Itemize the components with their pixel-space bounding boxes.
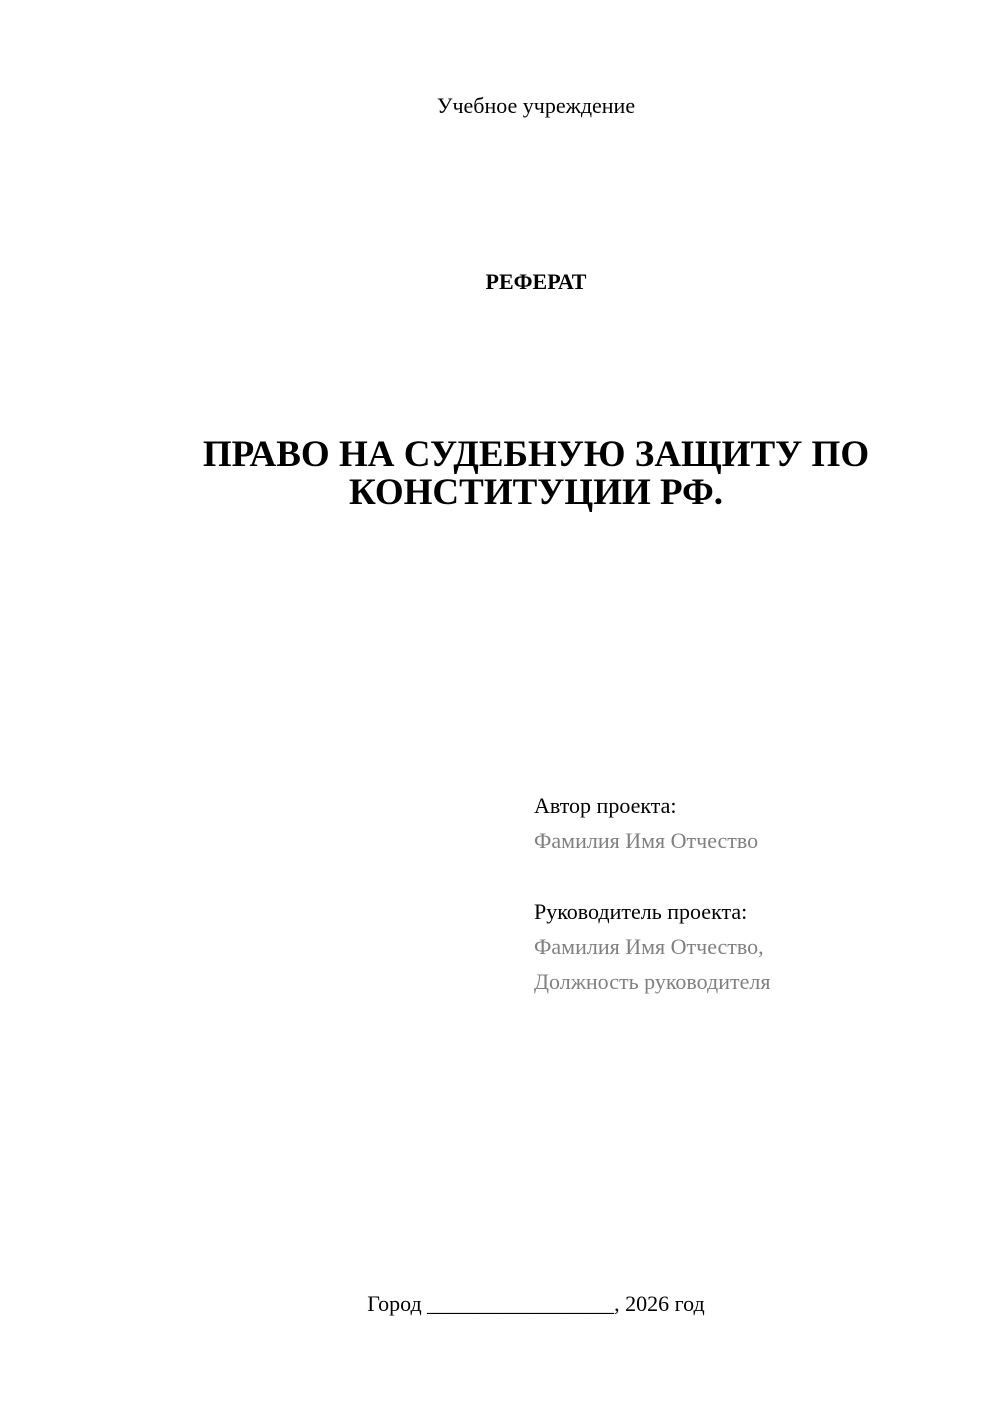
document-title-line-2: КОНСТИТУЦИИ РФ. bbox=[348, 472, 724, 513]
city-year-line: Город _________________, 2026 год bbox=[367, 1291, 705, 1316]
supervisor-position: Должность руководителя bbox=[534, 969, 771, 994]
institution-name: Учебное учреждение bbox=[436, 93, 636, 118]
credits-spacer bbox=[534, 858, 974, 894]
supervisor-name: Фамилия Имя Отчество, bbox=[534, 934, 764, 959]
document-type: РЕФЕРАТ bbox=[485, 269, 587, 294]
supervisor-label: Руководитель проекта: bbox=[534, 899, 748, 924]
credits-block bbox=[534, 788, 974, 999]
author-label: Автор проекта: bbox=[534, 793, 677, 818]
document-title-line-1: ПРАВО НА СУДЕБНУЮ ЗАЩИТУ ПО bbox=[202, 434, 870, 475]
author-name: Фамилия Имя Отчество bbox=[534, 828, 759, 853]
document-title bbox=[0, 436, 1000, 512]
